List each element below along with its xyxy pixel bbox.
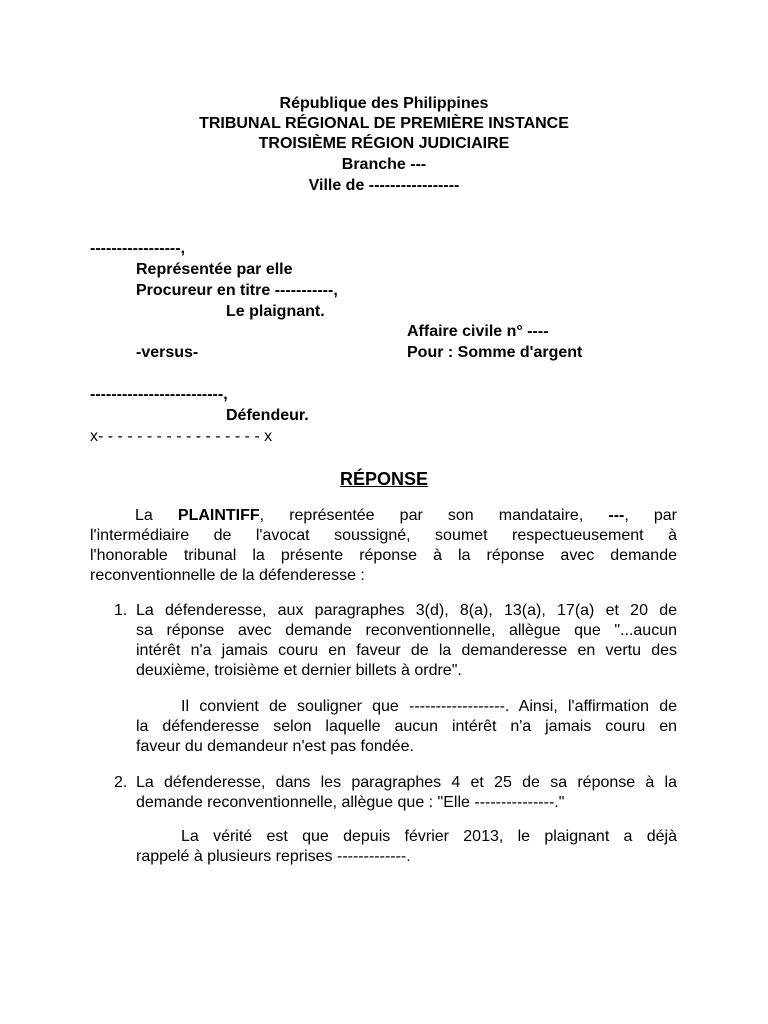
item-1-sub-line-2: la défenderesse selon laquelle aucun intérêt n'a jamais couru en xyxy=(136,718,677,735)
case-number: Affaire civile n° ---- xyxy=(407,323,549,340)
header-country: République des Philippines xyxy=(279,95,489,112)
item-1-paragraph xyxy=(136,601,677,681)
plaintiff-attorney: Procureur en titre -----------, xyxy=(136,282,338,299)
document-title: RÉPONSE xyxy=(339,469,429,489)
defendant-name: -------------------------, xyxy=(90,386,228,403)
intro-paragraph xyxy=(90,506,677,586)
intro-line-2: l'intermédiaire de l'avocat soussigné, soumet respectueusement à xyxy=(90,527,677,544)
intro-line-4: reconventionnelle de la défenderesse : xyxy=(90,567,365,584)
header-court: TRIBUNAL RÉGIONAL DE PREMIÈRE INSTANCE xyxy=(199,115,569,132)
plaintiff-role: Le plaignant. xyxy=(226,303,325,320)
case-for: Pour : Somme d'argent xyxy=(407,344,583,361)
item-number: 1. xyxy=(114,602,128,619)
item-1-sub-line-1: Il convient de souligner que ------------------. Ainsi, l'affirmation de xyxy=(181,698,677,715)
intro-line-3: l'honorable tribunal la présente réponse à la réponse avec demande xyxy=(90,547,677,564)
item-2-line-2: demande reconventionnelle, allègue que : "Elle ---------------." xyxy=(136,794,565,811)
item-2-line-1: La défenderesse, dans les paragraphes 4 et 25 de sa réponse à la xyxy=(136,774,677,791)
plaintiff-represented: Représentée par elle xyxy=(136,261,293,278)
item-number: 2. xyxy=(114,774,128,791)
intro-line-1: La PLAINTIFF, représentée par son mandataire, ---, par xyxy=(135,507,678,524)
header-region: TROISIÈME RÉGION JUDICIAIRE xyxy=(258,135,510,152)
versus-label: -versus- xyxy=(136,344,199,361)
item-1-line-4: deuxième, troisième et dernier billets à ordre". xyxy=(136,662,462,679)
defendant-role: Défendeur. xyxy=(226,407,309,424)
header-branch: Branche --- xyxy=(341,156,427,173)
item-1-line-2: sa réponse avec demande reconventionnelle, allègue que "...aucun xyxy=(136,622,677,639)
item-1-line-1: La défenderesse, aux paragraphes 3(d), 8(a), 13(a), 17(a) et 20 de xyxy=(136,602,677,619)
item-2-sub-line-2: rappelé à plusieurs reprises -------------. xyxy=(136,848,411,865)
caption-separator: x- - - - - - - - - - - - - - - - - x xyxy=(90,428,273,445)
item-1-line-3: intérêt n'a jamais couru en faveur de la demanderesse en vertu des xyxy=(136,642,677,659)
item-2-paragraph xyxy=(136,773,677,813)
plaintiff-name: -----------------, xyxy=(90,240,186,257)
item-1-sub-line-3: faveur du demandeur n'est pas fondée. xyxy=(136,738,414,755)
item-2-subparagraph xyxy=(136,827,677,867)
header-city: Ville de ----------------- xyxy=(308,177,460,194)
item-1-subparagraph xyxy=(136,697,677,757)
item-2-sub-line-1: La vérité est que depuis février 2013, le plaignant a déjà xyxy=(181,828,677,845)
